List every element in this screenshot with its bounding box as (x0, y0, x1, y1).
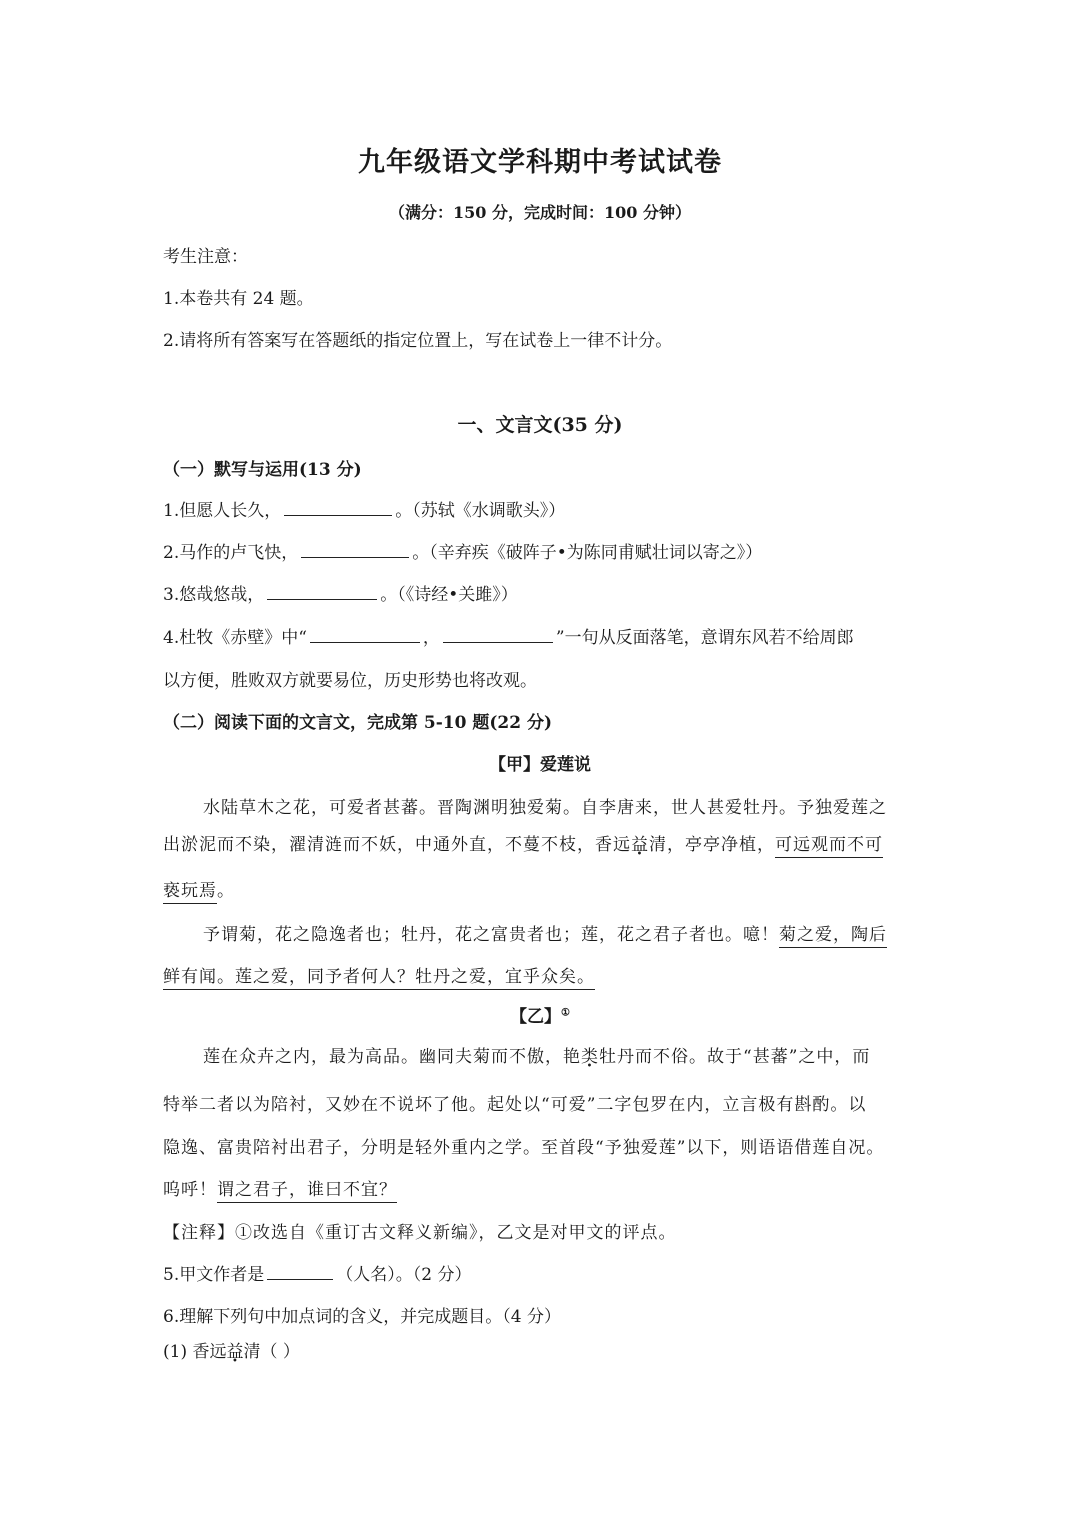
yi-line3: 隐逸、富贵陪衬出君子，分明是轻外重内之学。至首段“予独爱莲”以下，则语语借莲自况。 (163, 1138, 885, 1158)
question-6: 6.理解下列句中加点词的含义，并完成题目。（4 分） (163, 1307, 561, 1327)
notice-item-1: 1.本卷共有 24 题。 (163, 289, 314, 309)
passage-yi-title (0, 1002, 1080, 1027)
question-5 (163, 1260, 471, 1285)
question-4 (163, 623, 854, 648)
question-3 (163, 580, 518, 605)
q2-blank[interactable] (301, 543, 409, 558)
q3-text-a: 3.悠哉悠哉， (163, 585, 265, 605)
passage-jia-title: 【甲】爱莲说 (489, 755, 591, 775)
jia-text: 予谓菊，花之隐逸者也；牡丹，花之富贵者也；莲，花之君子者也。噫！ (203, 925, 779, 945)
yi-text: 莲在众卉之内，最为高品。幽同夫菊而不傲，艳 (203, 1047, 581, 1067)
underlined-sentence: 可远观而不可 (775, 835, 883, 858)
yi-text: 呜呼！ (163, 1180, 217, 1200)
underlined-sentence: 谓之君子，谁曰不宜？ (217, 1180, 397, 1203)
q3-text-b: 。（《诗经•关雎》） (380, 585, 518, 605)
yi-title-text: 【乙】 (510, 1007, 562, 1027)
yi-line1 (203, 1042, 870, 1067)
jia-text: 清，亭亭净植， (649, 835, 775, 855)
part1-title: （一）默写与运用(13 分) (163, 460, 362, 480)
q1-text-b: 。（苏轼《水调歌头》） (395, 501, 566, 521)
yi-line2: 特举二者以为陪衬，又妙在不说坏了他。起处以“可爱”二字包罗在内，立言极有斟酌。以 (163, 1095, 867, 1115)
question-6-1 (163, 1337, 300, 1362)
q6-1-text-a: (1) 香远 (163, 1342, 227, 1362)
underlined-sentence: 菊之爱，陶后 (779, 925, 887, 948)
question-2 (163, 538, 762, 563)
jia-p1-line1: 水陆草木之花，可爱者甚蕃。晋陶渊明独爱菊。自李唐来，世人甚爱牡丹。予独爱莲之 (203, 798, 887, 818)
notice-heading: 考生注意： (163, 247, 248, 267)
q4-blank-1[interactable] (310, 628, 420, 643)
page-subtitle: （满分：150 分，完成时间：100 分钟） (389, 203, 691, 222)
question-1 (163, 496, 565, 521)
underlined-sentence: 亵玩焉 (163, 881, 217, 904)
q4-text-a: 4.杜牧《赤壁》中“ (163, 628, 307, 648)
jia-p1-line2 (163, 830, 883, 855)
q2-text-b: 。（辛弃疾《破阵子•为陈同甫赋壮词以寄之》） (412, 543, 763, 563)
jia-text: 。 (217, 881, 235, 901)
footnote-mark: ① (561, 1007, 570, 1019)
question-4-cont: 以方便，胜败双方就要易位，历史形势也将改观。 (163, 671, 537, 691)
jia-text: 出淤泥而不染，濯清涟而不妖，中通外直，不蔓不枝，香远 (163, 835, 631, 855)
jia-p1-line3 (163, 876, 235, 901)
q4-text-b: ”一句从反面落笔，意谓东风若不给周郎 (555, 628, 854, 648)
q1-blank[interactable] (284, 501, 392, 516)
q2-text-a: 2.马作的卢飞快， (163, 543, 299, 563)
q5-text-b: （人名）。（2 分） (336, 1265, 472, 1285)
jia-p2-line1 (203, 920, 887, 945)
section-title: 一、文言文(35 分) (457, 414, 623, 436)
q4-blank-2[interactable] (443, 628, 553, 643)
q4-comma: ， (422, 628, 440, 648)
q3-blank[interactable] (267, 585, 377, 600)
notice-item-2: 2.请将所有答案写在答题纸的指定位置上，写在试卷上一律不计分。 (163, 331, 673, 351)
yi-text: 牡丹而不俗。故于“甚蕃”之中，而 (599, 1047, 871, 1067)
dotted-word: 类 (581, 1047, 599, 1067)
footnote: 【注释】①改选自《重订古文释义新编》，乙文是对甲文的评点。 (163, 1223, 677, 1243)
part2-title: （二）阅读下面的文言文，完成第 5-10 题(22 分) (163, 713, 553, 733)
underlined-sentence: 鲜有闻。莲之爱，同予者何人？牡丹之爱，宜乎众矣。 (163, 967, 595, 990)
q1-text-a: 1.但愿人长久， (163, 501, 282, 521)
dotted-word: 益 (631, 835, 649, 855)
q5-text-a: 5.甲文作者是 (163, 1265, 265, 1285)
q5-blank[interactable] (267, 1265, 333, 1280)
q6-1-text-b: 清（ ） (243, 1342, 300, 1362)
yi-line4 (163, 1175, 397, 1200)
page-title: 九年级语文学科期中考试试卷 (358, 147, 722, 178)
jia-p2-line2 (163, 962, 595, 987)
dotted-word: 益 (226, 1342, 244, 1362)
